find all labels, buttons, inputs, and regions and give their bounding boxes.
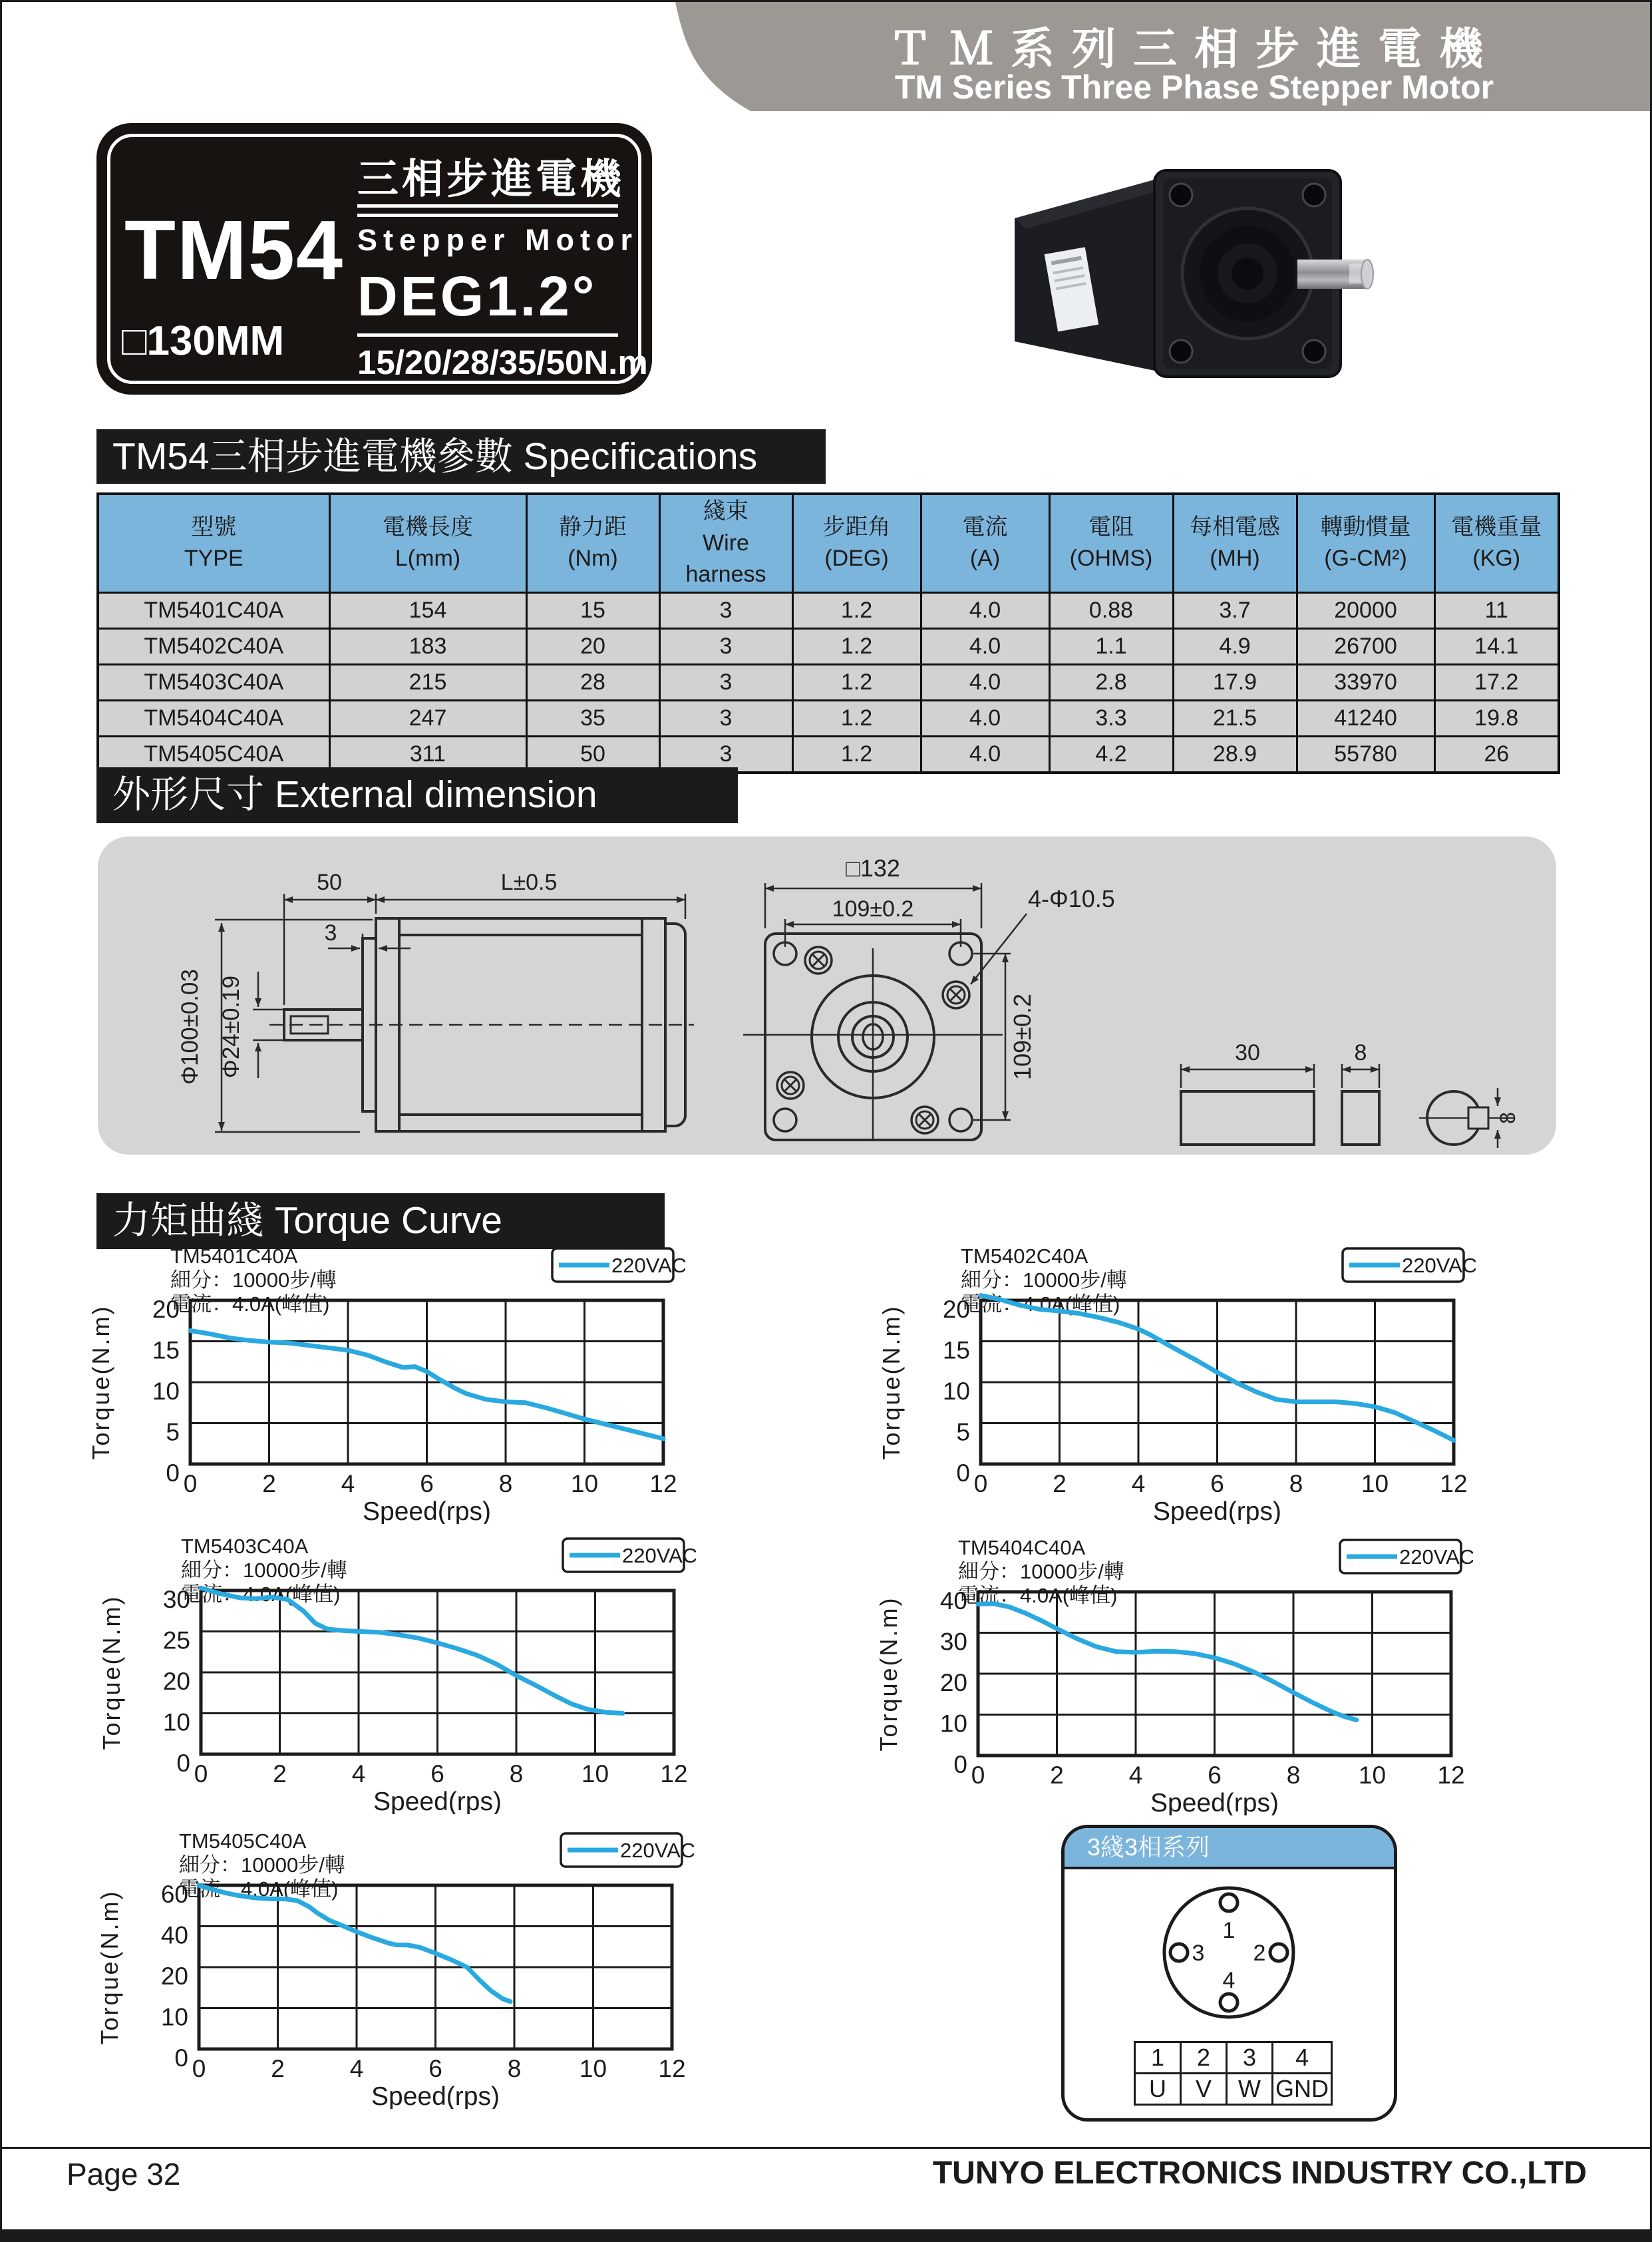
spec-cell: 35 bbox=[526, 700, 659, 736]
bottom-bar bbox=[0, 2229, 1652, 2242]
chart-subtitle-2: 電流：4.0A(峰值) bbox=[170, 1292, 330, 1316]
torque-curve bbox=[201, 1588, 623, 1713]
x-axis-label: Speed(rps) bbox=[371, 2082, 500, 2109]
chart-subtitle-2: 電流：4.0A(峰值) bbox=[961, 1292, 1120, 1316]
signal-cell: W bbox=[1227, 2074, 1273, 2105]
spec-cell: TM5401C40A bbox=[98, 592, 329, 628]
y-tick-label: 30 bbox=[939, 1628, 967, 1656]
chart-subtitle-1: 細分：10000步/轉 bbox=[170, 1268, 337, 1292]
y-tick-label: 10 bbox=[152, 1378, 180, 1405]
x-tick-label: 4 bbox=[1128, 1762, 1143, 1789]
torque-curve bbox=[199, 1885, 510, 2002]
x-tick-label: 2 bbox=[273, 1760, 287, 1787]
spec-cell: 0.88 bbox=[1049, 592, 1173, 628]
dim-label-109-side: 109±0.2 bbox=[1009, 994, 1036, 1080]
y-tick-label: 0 bbox=[166, 1459, 180, 1487]
legend-label: 220VAC bbox=[622, 1544, 696, 1567]
spec-cell: 3 bbox=[659, 664, 792, 700]
spec-column-header: 電流 (A) bbox=[921, 494, 1049, 592]
spec-cell: 19.8 bbox=[1434, 700, 1559, 736]
x-tick-label: 4 bbox=[351, 1760, 366, 1787]
spec-cell: 20000 bbox=[1297, 592, 1434, 628]
legend-label: 220VAC bbox=[620, 1839, 694, 1862]
spec-column-header: 電機重量 (KG) bbox=[1434, 494, 1559, 592]
y-axis-label: Torque(N.m) bbox=[875, 1596, 902, 1752]
model-badge bbox=[96, 123, 652, 395]
x-tick-label: 12 bbox=[1440, 1470, 1468, 1497]
badge-step-angle: DEG1.2° bbox=[357, 265, 597, 327]
badge-frame-size: □130MM bbox=[122, 318, 285, 364]
spec-cell: 4.2 bbox=[1049, 736, 1173, 773]
connector-diagram bbox=[1065, 1869, 1394, 2036]
chart-subtitle-1: 細分：10000步/轉 bbox=[181, 1559, 347, 1582]
y-tick-label: 40 bbox=[939, 1587, 967, 1614]
dim-label-3: 3 bbox=[324, 920, 337, 946]
torque-chart-TM5405C40A bbox=[95, 1819, 694, 2109]
spec-cell: 20 bbox=[526, 628, 659, 664]
spec-cell: 50 bbox=[526, 736, 659, 773]
spec-cell: 215 bbox=[329, 664, 526, 700]
footer-divider bbox=[0, 2147, 1652, 2149]
spec-cell: 33970 bbox=[1297, 664, 1434, 700]
torque-chart-TM5401C40A bbox=[86, 1234, 685, 1524]
x-tick-label: 8 bbox=[1286, 1762, 1301, 1789]
signal-cell: V bbox=[1181, 2074, 1227, 2105]
chart-title: TM5404C40A bbox=[958, 1536, 1086, 1559]
x-tick-label: 8 bbox=[498, 1470, 513, 1497]
x-tick-label: 0 bbox=[973, 1470, 988, 1497]
pin-1-hole bbox=[1220, 1894, 1238, 1911]
chart-subtitle-1: 細分：10000步/轉 bbox=[961, 1268, 1127, 1292]
badge-divider bbox=[357, 204, 618, 208]
torque-chart-block-5 bbox=[95, 1819, 694, 2109]
spec-cell: 3.3 bbox=[1049, 700, 1173, 736]
pin-1-label: 1 bbox=[1222, 1918, 1236, 1943]
y-tick-label: 20 bbox=[152, 1296, 180, 1323]
dim-label-8-side: 8 bbox=[1496, 1112, 1520, 1124]
spec-cell: 28.9 bbox=[1173, 736, 1297, 773]
chart-subtitle-1: 細分：10000步/轉 bbox=[958, 1560, 1124, 1583]
spec-cell: 28 bbox=[526, 664, 659, 700]
spec-cell: 4.0 bbox=[921, 592, 1049, 628]
y-tick-label: 10 bbox=[162, 1708, 190, 1736]
y-tick-label: 10 bbox=[160, 2003, 188, 2031]
y-tick-label: 20 bbox=[162, 1668, 190, 1695]
pin-signal-row bbox=[1135, 2074, 1332, 2105]
pin-assignment-table bbox=[1134, 2041, 1333, 2106]
signal-cell: GND bbox=[1273, 2074, 1332, 2105]
spec-cell: 183 bbox=[329, 628, 526, 664]
x-tick-label: 4 bbox=[341, 1470, 355, 1497]
section-title-specifications: TM54三相步進電機參數 Specifications bbox=[96, 429, 826, 484]
x-tick-label: 10 bbox=[581, 1760, 609, 1787]
chart-subtitle-2: 電流：4.0A(峰值) bbox=[958, 1584, 1118, 1607]
pin-2-label: 2 bbox=[1253, 1941, 1266, 1966]
spec-row bbox=[98, 628, 1559, 664]
x-tick-label: 8 bbox=[1289, 1470, 1303, 1497]
badge-torque-range: 15/20/28/35/50N.m bbox=[357, 343, 648, 381]
y-tick-label: 25 bbox=[162, 1626, 190, 1654]
spec-cell: 11 bbox=[1434, 592, 1559, 628]
x-tick-label: 2 bbox=[1050, 1762, 1064, 1789]
x-tick-label: 2 bbox=[262, 1470, 276, 1497]
dim-label-d100: Φ100±0.03 bbox=[177, 969, 203, 1085]
spec-cell: 26 bbox=[1434, 736, 1559, 773]
y-tick-label: 15 bbox=[152, 1336, 180, 1364]
y-tick-label: 5 bbox=[956, 1418, 970, 1446]
chart-subtitle-1: 細分：10000步/轉 bbox=[179, 1853, 345, 1877]
spec-cell: TM5404C40A bbox=[98, 700, 329, 736]
x-tick-label: 0 bbox=[183, 1470, 198, 1497]
dim-label-50: 50 bbox=[317, 870, 342, 895]
spec-cell: 41240 bbox=[1297, 700, 1434, 736]
spec-cell: 3 bbox=[659, 628, 792, 664]
company-name: TUNYO ELECTRONICS INDUSTRY CO.,LTD bbox=[932, 2155, 1587, 2191]
y-tick-label: 0 bbox=[176, 1750, 190, 1777]
x-tick-label: 10 bbox=[1361, 1470, 1389, 1497]
spec-cell: 26700 bbox=[1297, 628, 1434, 664]
spec-cell: 1.2 bbox=[792, 700, 921, 736]
wiring-diagram-box bbox=[1061, 1825, 1397, 2122]
legend-label: 220VAC bbox=[1399, 1545, 1473, 1569]
section-title-dimension: 外形尺寸 External dimension bbox=[96, 767, 738, 823]
pin-cell: 1 bbox=[1135, 2042, 1181, 2074]
x-tick-label: 4 bbox=[1131, 1470, 1146, 1497]
x-tick-label: 12 bbox=[649, 1470, 677, 1497]
spec-cell: 3 bbox=[659, 736, 792, 773]
chart-subtitle-2: 電流：4.0A(峰值) bbox=[181, 1583, 341, 1606]
spec-cell: 1.2 bbox=[792, 628, 921, 664]
spec-cell: 4.0 bbox=[921, 628, 1049, 664]
pin-2-hole bbox=[1270, 1944, 1287, 1961]
chart-title: TM5405C40A bbox=[179, 1829, 307, 1853]
y-axis-label: Torque(N.m) bbox=[96, 1889, 123, 2045]
specifications-table bbox=[96, 492, 1560, 774]
chart-title: TM5402C40A bbox=[961, 1244, 1088, 1268]
x-tick-label: 6 bbox=[430, 1760, 444, 1787]
torque-chart-TM5402C40A bbox=[877, 1234, 1476, 1524]
y-tick-label: 30 bbox=[162, 1586, 190, 1613]
x-tick-label: 8 bbox=[509, 1760, 524, 1787]
y-tick-label: 20 bbox=[942, 1296, 970, 1323]
spec-column-header: 綫束 Wire harness bbox=[659, 494, 792, 592]
spec-column-header: 每相電感 (MH) bbox=[1173, 494, 1297, 592]
spec-cell: 1.2 bbox=[792, 664, 921, 700]
spec-cell: 1.2 bbox=[792, 592, 921, 628]
motor-photo bbox=[951, 138, 1384, 395]
pin-4-label: 4 bbox=[1222, 1968, 1236, 1993]
dim-label-109-top: 109±0.2 bbox=[832, 896, 914, 922]
spec-cell: 4.0 bbox=[921, 664, 1049, 700]
spec-cell: 247 bbox=[329, 700, 526, 736]
x-tick-label: 10 bbox=[1358, 1762, 1387, 1789]
y-tick-label: 20 bbox=[939, 1669, 967, 1696]
y-tick-label: 5 bbox=[166, 1418, 180, 1446]
wiring-title: 3綫3相系列 bbox=[1065, 1828, 1394, 1869]
pin-3-label: 3 bbox=[1192, 1941, 1205, 1966]
chart-title: TM5401C40A bbox=[170, 1244, 298, 1268]
spec-cell: TM5403C40A bbox=[98, 664, 329, 700]
x-axis-label: Speed(rps) bbox=[1153, 1497, 1281, 1524]
x-tick-label: 0 bbox=[194, 1760, 208, 1787]
page-number: Page 32 bbox=[67, 2157, 181, 2191]
spec-cell: 4.0 bbox=[921, 736, 1049, 773]
x-tick-label: 12 bbox=[1437, 1762, 1465, 1789]
y-tick-label: 40 bbox=[160, 1921, 188, 1949]
pin-cell: 2 bbox=[1181, 2042, 1227, 2074]
spec-cell: 14.1 bbox=[1434, 628, 1559, 664]
chart-subtitle-2: 電流：4.0A(峰值) bbox=[179, 1877, 339, 1901]
section-title-torque: 力矩曲綫 Torque Curve bbox=[96, 1193, 665, 1249]
y-tick-label: 60 bbox=[160, 1881, 188, 1908]
x-axis-label: Speed(rps) bbox=[373, 1787, 502, 1814]
spec-column-header: 轉動慣量 (G-CM²) bbox=[1297, 494, 1434, 592]
spec-cell: 311 bbox=[329, 736, 526, 773]
y-axis-label: Torque(N.m) bbox=[878, 1304, 905, 1460]
torque-chart-TM5404C40A bbox=[874, 1525, 1473, 1815]
pin-cell: 3 bbox=[1227, 2042, 1273, 2074]
x-tick-label: 12 bbox=[660, 1760, 688, 1787]
spec-cell: 3 bbox=[659, 592, 792, 628]
torque-chart-block-1 bbox=[86, 1234, 685, 1524]
x-axis-label: Speed(rps) bbox=[363, 1497, 491, 1524]
spec-column-header: 静力距 (Nm) bbox=[526, 494, 659, 592]
x-tick-label: 2 bbox=[271, 2055, 285, 2082]
y-tick-label: 10 bbox=[942, 1378, 970, 1405]
header-title-zh: ＴＭ系列三相步進電機 bbox=[888, 24, 1500, 73]
pin-number-row bbox=[1135, 2042, 1332, 2074]
dim-label-L: L±0.5 bbox=[500, 870, 558, 895]
x-tick-label: 2 bbox=[1053, 1470, 1067, 1497]
spec-cell: 17.2 bbox=[1434, 664, 1559, 700]
x-axis-label: Speed(rps) bbox=[1150, 1789, 1279, 1815]
spec-cell: TM5405C40A bbox=[98, 736, 329, 773]
legend-label: 220VAC bbox=[1402, 1254, 1476, 1277]
torque-chart-block-4 bbox=[874, 1525, 1473, 1815]
spec-cell: 21.5 bbox=[1173, 700, 1297, 736]
y-tick-label: 0 bbox=[956, 1459, 970, 1487]
spec-row bbox=[98, 700, 1559, 736]
spec-cell: 4.0 bbox=[921, 700, 1049, 736]
spec-cell: 1.1 bbox=[1049, 628, 1173, 664]
badge-name-en: Stepper Motor bbox=[357, 223, 639, 257]
torque-chart-TM5403C40A bbox=[97, 1524, 696, 1814]
pin-cell: 4 bbox=[1273, 2042, 1332, 2074]
pin-4-hole bbox=[1220, 1994, 1238, 2011]
spec-column-header: 型號 TYPE bbox=[98, 494, 329, 592]
spec-cell: 154 bbox=[329, 592, 526, 628]
badge-divider bbox=[357, 214, 618, 217]
spec-header-row bbox=[98, 494, 1559, 592]
signal-cell: U bbox=[1135, 2074, 1181, 2105]
x-tick-label: 6 bbox=[1208, 1762, 1222, 1789]
dim-label-d24: Φ24±0.19 bbox=[218, 975, 244, 1079]
legend-label: 220VAC bbox=[611, 1254, 685, 1277]
torque-chart-block-3 bbox=[97, 1524, 696, 1814]
spec-column-header: 電阻 (OHMS) bbox=[1049, 494, 1173, 592]
y-tick-label: 0 bbox=[953, 1751, 967, 1778]
x-tick-label: 10 bbox=[579, 2055, 607, 2082]
y-tick-label: 0 bbox=[174, 2044, 188, 2072]
dim-label-holes: 4-Φ10.5 bbox=[1028, 885, 1115, 912]
chart-title: TM5403C40A bbox=[181, 1535, 309, 1558]
badge-divider bbox=[357, 333, 618, 337]
x-tick-label: 6 bbox=[1210, 1470, 1224, 1497]
dim-label-square132: □132 bbox=[846, 854, 900, 882]
spec-cell: 3 bbox=[659, 700, 792, 736]
header-title-en: TM Series Three Phase Stepper Motor bbox=[894, 69, 1494, 106]
x-tick-label: 8 bbox=[507, 2055, 522, 2082]
y-tick-label: 15 bbox=[942, 1336, 970, 1364]
y-axis-label: Torque(N.m) bbox=[98, 1594, 125, 1750]
x-tick-label: 6 bbox=[428, 2055, 442, 2082]
spec-row bbox=[98, 592, 1559, 628]
spec-row bbox=[98, 664, 1559, 700]
x-tick-label: 0 bbox=[192, 2055, 206, 2082]
spec-cell: 15 bbox=[526, 592, 659, 628]
dimension-drawing bbox=[96, 835, 1558, 1156]
spec-column-header: 步距角 (DEG) bbox=[792, 494, 921, 592]
spec-cell: 3.7 bbox=[1173, 592, 1297, 628]
spec-cell: 17.9 bbox=[1173, 664, 1297, 700]
x-tick-label: 10 bbox=[570, 1470, 599, 1497]
x-tick-label: 0 bbox=[971, 1762, 985, 1789]
y-tick-label: 20 bbox=[160, 1962, 188, 1990]
pin-3-hole bbox=[1170, 1944, 1188, 1961]
badge-model: TM54 bbox=[124, 203, 345, 297]
badge-name-zh: 三相步進電機 bbox=[357, 156, 625, 202]
dim-label-30: 30 bbox=[1235, 1040, 1260, 1065]
spec-cell: TM5402C40A bbox=[98, 628, 329, 664]
x-tick-label: 12 bbox=[658, 2055, 686, 2082]
spec-cell: 4.9 bbox=[1173, 628, 1297, 664]
dim-label-8-top: 8 bbox=[1354, 1040, 1367, 1065]
torque-curve bbox=[978, 1604, 1357, 1720]
spec-cell: 2.8 bbox=[1049, 664, 1173, 700]
spec-column-header: 電機長度 L(mm) bbox=[329, 494, 526, 592]
y-tick-label: 10 bbox=[939, 1710, 967, 1738]
torque-chart-block-2 bbox=[877, 1234, 1476, 1524]
x-tick-label: 4 bbox=[349, 2055, 364, 2082]
spec-cell: 55780 bbox=[1297, 736, 1434, 773]
x-tick-label: 6 bbox=[420, 1470, 434, 1497]
spec-cell: 1.2 bbox=[792, 736, 921, 773]
y-axis-label: Torque(N.m) bbox=[87, 1304, 114, 1460]
